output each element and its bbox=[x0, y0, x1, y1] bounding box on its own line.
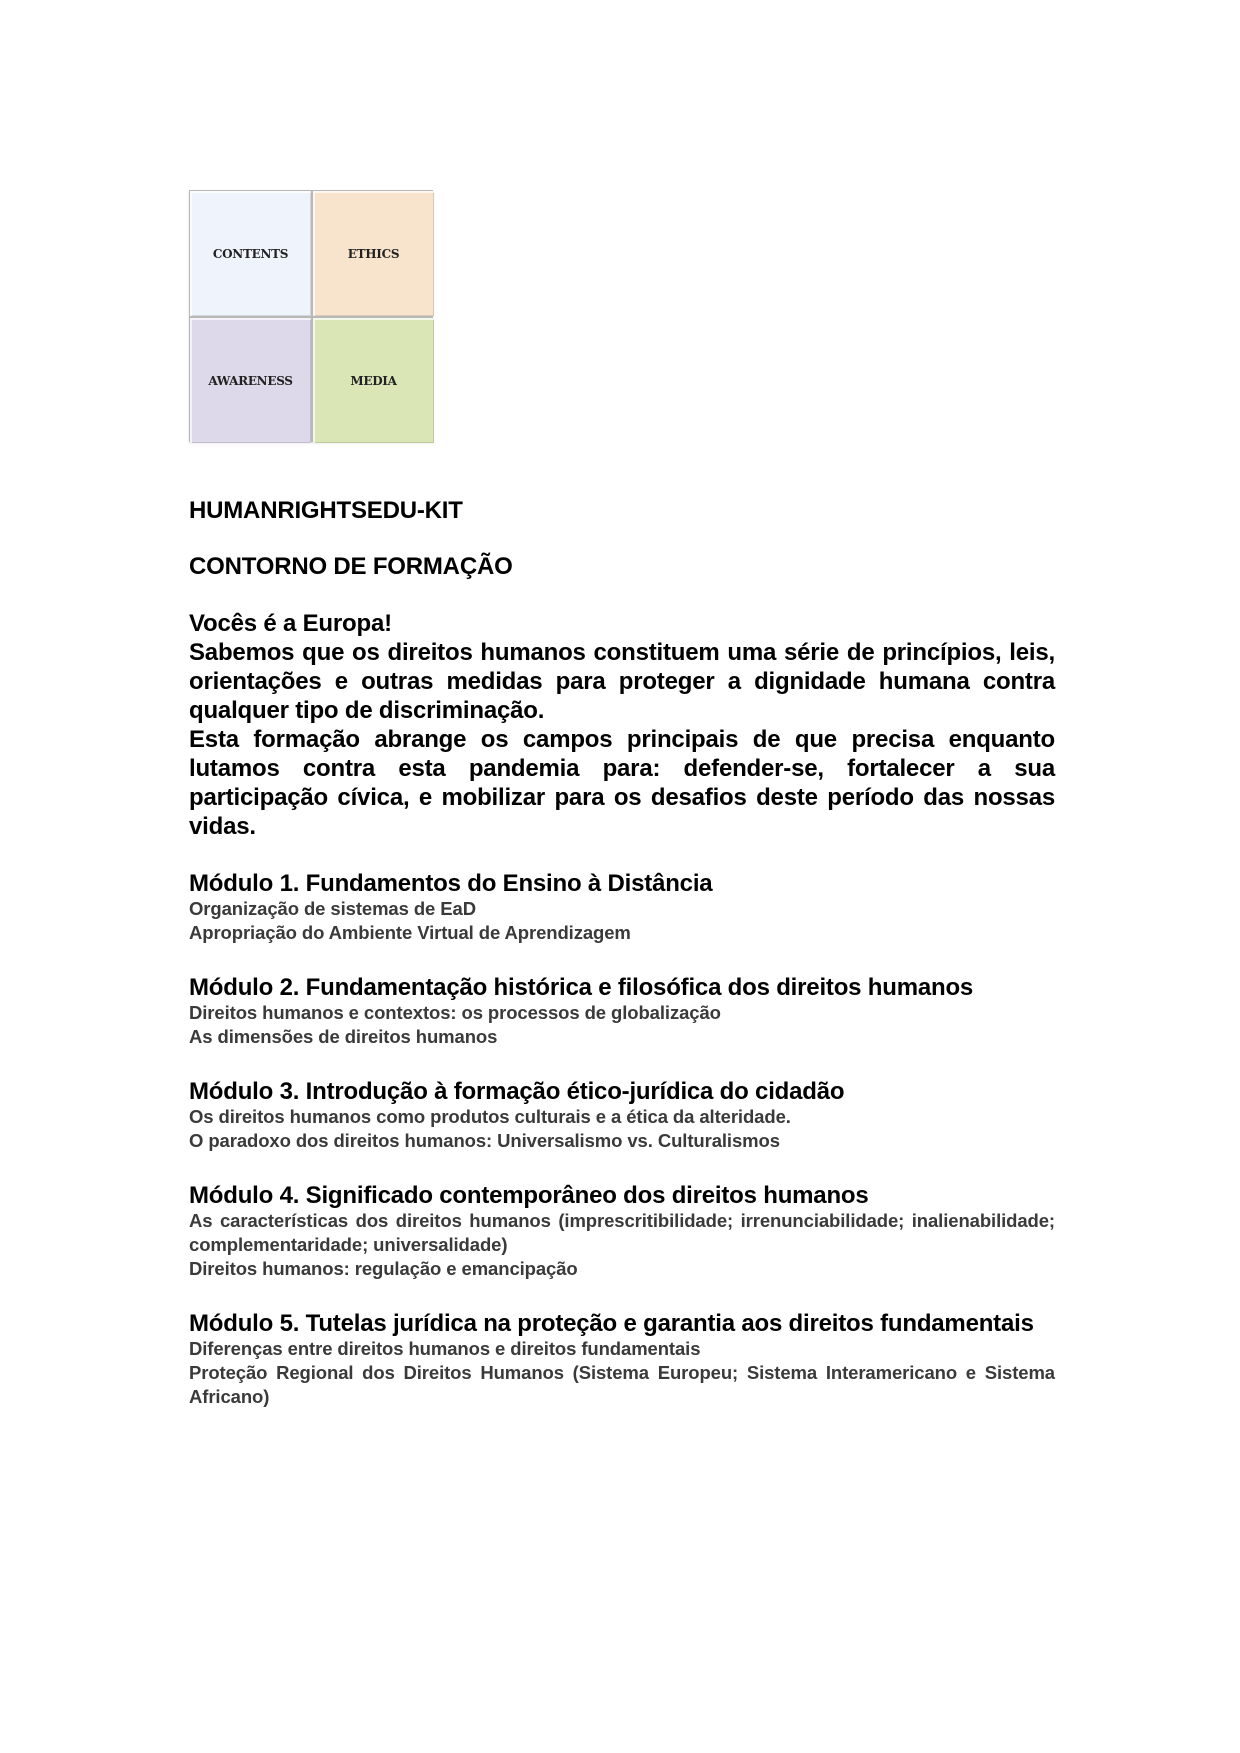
module-title: Módulo 4. Significado contemporâneo dos direitos humanos bbox=[189, 1182, 869, 1209]
logo-tile-label: ETHICS bbox=[347, 246, 400, 261]
module-5 bbox=[189, 1310, 1055, 1409]
module-1 bbox=[189, 870, 1055, 945]
document-page bbox=[189, 190, 1055, 1438]
logo-tile-label: AWARENESS bbox=[208, 373, 293, 388]
logo-tile-awareness bbox=[190, 318, 311, 443]
logo-tile-ethics bbox=[313, 191, 434, 316]
module-4 bbox=[189, 1182, 1055, 1281]
module-title: Módulo 5. Tutelas jurídica na proteção e garantia aos direitos fundamentais bbox=[189, 1310, 1034, 1337]
module-3 bbox=[189, 1078, 1055, 1153]
humanrights-logo-grid bbox=[189, 190, 433, 442]
logo-tile-label: CONTENTS bbox=[212, 246, 289, 261]
module-2 bbox=[189, 974, 1055, 1049]
intro-section bbox=[189, 609, 1055, 841]
module-title: Módulo 3. Introdução à formação ético-jurídica do cidadão bbox=[189, 1078, 845, 1105]
outline-title: CONTORNO DE FORMAÇÃO bbox=[189, 553, 513, 580]
module-item: Proteção Regional dos Direitos Humanos (Sistema Europeu; Sistema Interamericano e Sistema Africano) bbox=[189, 1362, 1055, 1407]
module-item: O paradoxo dos direitos humanos: Universalismo vs. Culturalismos bbox=[189, 1130, 780, 1151]
module-item: Direitos humanos: regulação e emancipação bbox=[189, 1258, 578, 1279]
logo-tile-label: MEDIA bbox=[350, 373, 397, 388]
modules-list bbox=[189, 870, 1055, 1409]
module-item: Apropriação do Ambiente Virtual de Aprendizagem bbox=[189, 922, 631, 943]
intro-paragraph-2: Esta formação abrange os campos principais de que precisa enquanto lutamos contra esta pandemia para: defender-se, fortalecer a sua participação cívica, e mobilizar para os desafios deste período das nossas vidas. bbox=[189, 726, 1055, 840]
kit-title: HUMANRIGHTSEDU-KIT bbox=[189, 497, 463, 524]
module-title: Módulo 1. Fundamentos do Ensino à Distância bbox=[189, 870, 713, 897]
module-item: Organização de sistemas de EaD bbox=[189, 898, 476, 919]
module-item: Os direitos humanos como produtos culturais e a ética da alteridade. bbox=[189, 1106, 791, 1127]
module-title: Módulo 2. Fundamentação histórica e filosófica dos direitos humanos bbox=[189, 974, 974, 1001]
logo-tile-media bbox=[313, 318, 434, 443]
intro-paragraph-1: Sabemos que os direitos humanos constituem uma série de princípios, leis, orientações e outras medidas para proteger a dignidade humana contra qualquer tipo de discriminação. bbox=[189, 639, 1055, 724]
intro-greeting: Vocês é a Europa! bbox=[189, 610, 392, 637]
module-item: Direitos humanos e contextos: os processos de globalização bbox=[189, 1002, 721, 1023]
logo-tile-contents bbox=[190, 191, 311, 316]
module-item: Diferenças entre direitos humanos e direitos fundamentais bbox=[189, 1338, 701, 1359]
module-item: As dimensões de direitos humanos bbox=[189, 1026, 498, 1047]
module-item: As características dos direitos humanos (imprescritibilidade; irrenunciabilidade; inalienabilidade; complementaridade; universalidade) bbox=[189, 1210, 1055, 1255]
